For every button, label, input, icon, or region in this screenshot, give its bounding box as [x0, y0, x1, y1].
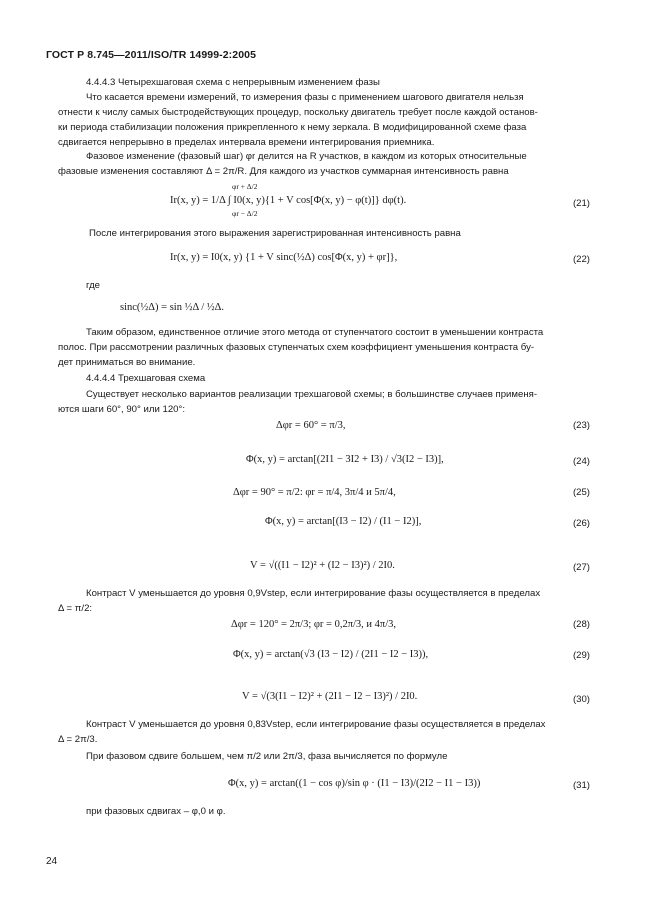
paragraph-line: При фазовом сдвиге большем, чем π/2 или 2π/3, фаза вычисляется по формуле — [86, 751, 448, 762]
equation-number: (31) — [572, 780, 590, 791]
equation-number: (25) — [572, 487, 590, 498]
paragraph-line: Таким образом, единственное отличие этого метода от ступенчатого состоит в уменьшении контраста — [86, 327, 544, 338]
paragraph-line: Δ = 2π/3. — [58, 734, 98, 745]
section-heading-4444: 4.4.4.4 Трехшаговая схема — [86, 373, 206, 384]
paragraph-line: Что касается времени измерений, то измерения фазы с применением шагового двигателя нельзя — [86, 92, 524, 103]
paragraph-line: Фазовое изменение (фазовый шаг) φr делится на R участков, в каждом из которых относительные — [86, 151, 527, 162]
paragraph-line: сдвигается непрерывно в пределах интервала времени интегрирования приемника. — [58, 137, 435, 148]
paragraph-line: полос. При рассмотрении различных фазовых ступенчатых схем коэффициент уменьшения контраста бу- — [58, 342, 535, 353]
equation-number: (23) — [572, 420, 590, 431]
equation-number: (22) — [572, 254, 590, 265]
equation-number: (30) — [572, 694, 590, 705]
equation-21: Ir(x, y) = 1/Δ ∫ I0(x, y){1 + V cos[Φ(x, y) − φ(t)]} dφ(t). — [170, 195, 407, 206]
paragraph-line: дет приниматься во внимание. — [58, 357, 196, 368]
equation-25: Δφr = 90° = π/2: φr = π/4, 3π/4 и 5π/4, — [233, 487, 396, 498]
paragraph-line: Контраст V уменьшается до уровня 0,9Vstep, если интегрирование фазы осуществляется в пределах — [86, 588, 541, 599]
equation-29: Φ(x, y) = arctan(√3 (I3 − I2) / (2I1 − I2 − I3)), — [233, 649, 429, 660]
paragraph-line: ются шаги 60°, 90° или 120°: — [58, 404, 185, 415]
equation-31: Φ(x, y) = arctan((1 − cos φ)/sin φ · (I1 − I3)/(2I2 − I1 − I3)) — [228, 778, 481, 789]
equation-23: Δφr = 60° = π/3, — [276, 420, 346, 431]
equation-number: (24) — [572, 456, 590, 467]
section-heading-4443: 4.4.4.3 Четырехшаговая схема с непрерывным изменением фазы — [86, 77, 380, 88]
paragraph-line: Δ = π/2: — [58, 603, 93, 614]
equation-27: V = √((I1 − I2)² + (I2 − I3)²) / 2I0. — [250, 560, 395, 571]
equation-28: Δφr = 120° = 2π/3; φr = 0,2π/3, и 4π/3, — [231, 619, 397, 630]
where-label: где — [86, 280, 101, 291]
paragraph-line: фазовые изменения составляют Δ = 2π/R. Для каждого из участков суммарная интенсивность равна — [58, 166, 509, 177]
paragraph-line: отнести к числу самых быстродействующих процедур, поскольку двигатель требует после каждой останов- — [58, 107, 538, 118]
paragraph-line: ки периода стабилизации положения прикрепленного к нему зеркала. В модифицированной схеме фаза — [58, 122, 527, 133]
integral-upper-limit: φr + Δ/2 — [232, 182, 258, 191]
paragraph-line: После интегрирования этого выражения зарегистрированная интенсивность равна — [89, 228, 461, 239]
paragraph-line: Существует несколько вариантов реализации трехшаговой схемы; в большинстве случаев применя- — [86, 389, 538, 400]
equation-24: Φ(x, y) = arctan[(2I1 − 3I2 + I3) / √3(I2 − I3)], — [246, 454, 444, 465]
paragraph-line: Контраст V уменьшается до уровня 0,83Vstep, если интегрирование фазы осуществляется в пределах — [86, 719, 546, 730]
sinc-definition: sinc(½Δ) = sin ½Δ / ½Δ. — [120, 302, 225, 313]
page-number: 24 — [46, 856, 58, 867]
paragraph-line: при фазовых сдвигах – φ,0 и φ. — [86, 806, 226, 817]
equation-30: V = √(3(I1 − I2)² + (2I1 − I2 − I3)²) / 2I0. — [242, 691, 418, 702]
equation-number: (21) — [572, 198, 590, 209]
equation-26: Φ(x, y) = arctan[(I3 − I2) / (I1 − I2)], — [265, 516, 422, 527]
equation-22: Ir(x, y) = I0(x, y) {1 + V sinc(½Δ) cos[Φ(x, y) + φr]}, — [170, 252, 398, 263]
equation-number: (27) — [572, 562, 590, 573]
document-header: ГОСТ Р 8.745—2011/ISO/TR 14999-2:2005 — [46, 49, 257, 61]
integral-lower-limit: φr − Δ/2 — [232, 209, 258, 218]
equation-number: (26) — [572, 518, 590, 529]
equation-number: (28) — [572, 619, 590, 630]
equation-number: (29) — [572, 650, 590, 661]
